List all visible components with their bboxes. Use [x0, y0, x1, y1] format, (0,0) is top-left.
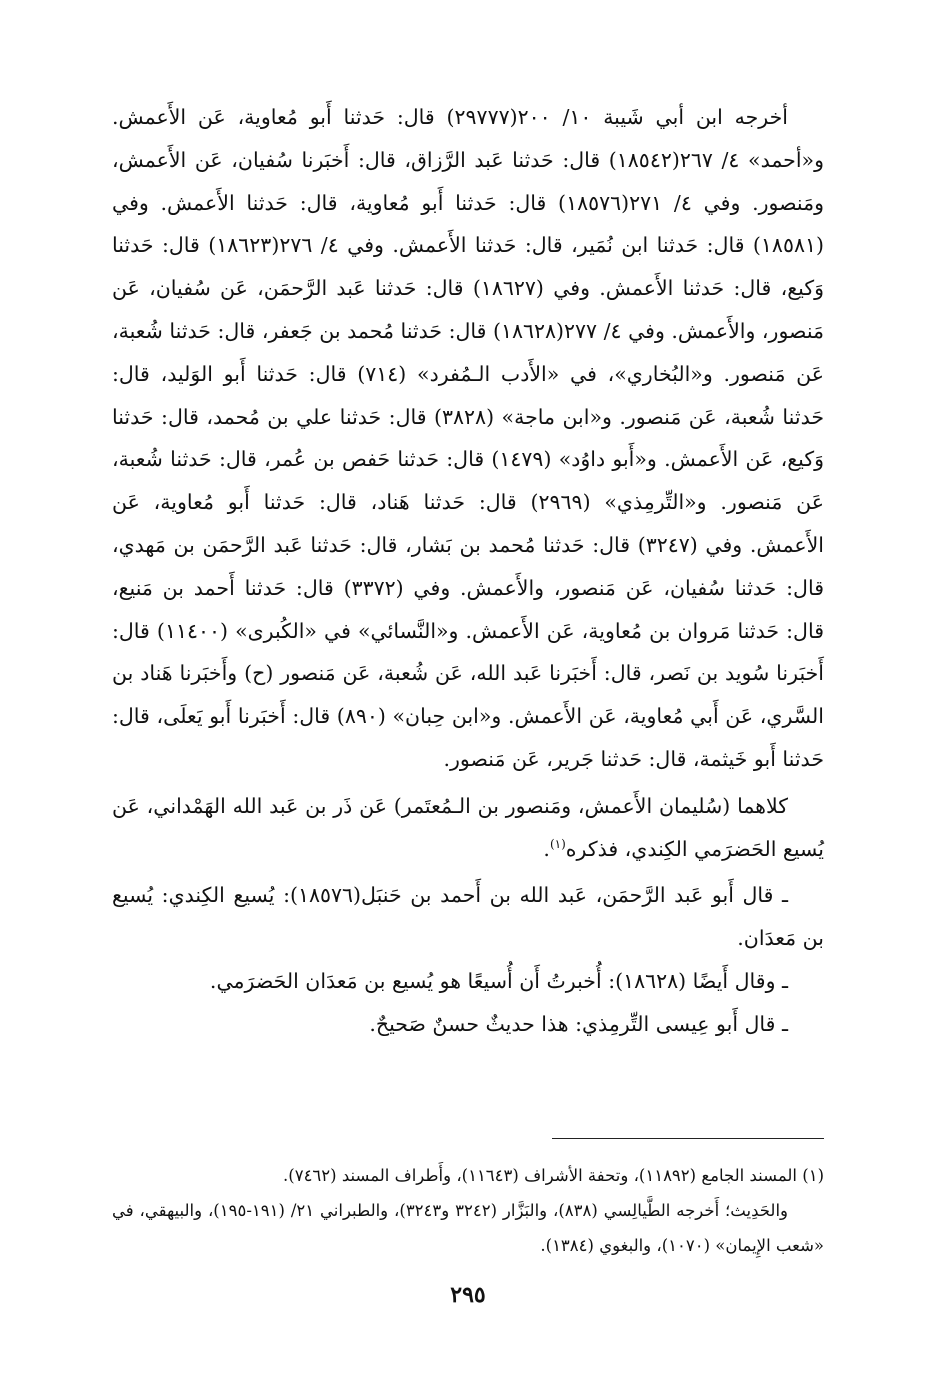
- hadith-sources-paragraph: أخرجه ابن أبي شَيبة ١٠/ ٢٠٠(٢٩٧٧٧) قال: حَدثنا أَبو مُعاوية، عَن الأَعمش. و«أحمد» ٤/ ٢٦٧(١٨٥٤٢) قال: حَدثنا عَبد الرَّزاق، قال: أَخبَرنا سُفيان، عَن الأَعمش، ومَنصور. وفي ٤/ ٢٧١(١٨٥٧٦) قال: حَدثنا أَبو مُعاوية، قال: حَدثنا الأَعمش. وفي (١٨٥٨١) قال: حَدثنا ابن نُمَير، قال: حَدثنا الأَعمش. وفي ٤/ ٢٧٦(١٨٦٢٣) قال: حَدثنا وَكيع، قال: حَدثنا الأَعمش. وفي (١٨٦٢٧) قال: حَدثنا عَبد الرَّحمَن، عَن سُفيان، عَن مَنصور، والأَعمش. وفي ٤/ ٢٧٧(١٨٦٢٨) قال: حَدثنا مُحمد بن جَعفر، قال: حَدثنا شُعبة، عَن مَنصور. و«البُخاري»، في «الأَدب الـمُفرد» (٧١٤) قال: حَدثنا أَبو الوَليد، قال: حَدثنا شُعبة، عَن مَنصور. و«ابن ماجة» (٣٨٢٨) قال: حَدثنا علي بن مُحمد، قال: حَدثنا وَكيع، عَن الأَعمش. و«أَبو داوُد» (١٤٧٩) قال: حَدثنا حَفص بن عُمر، قال: حَدثنا شُعبة، عَن مَنصور. و«التِّرمِذي» (٢٩٦٩) قال: حَدثنا هَناد، قال: حَدثنا أَبو مُعاوية، عَن الأَعمش. وفي (٣٢٤٧) قال: حَدثنا مُحمد بن بَشار، قال: حَدثنا عَبد الرَّحمَن بن مَهدي، قال: حَدثنا سُفيان، عَن مَنصور، والأَعمش. وفي (٣٣٧٢) قال: حَدثنا أَحمد بن مَنيع، قال: حَدثنا مَروان بن مُعاوية، عَن الأَعمش. و«النَّسائي» في «الكُبرى» (١١٤٠٠) قال: أَخبَرنا سُويد بن نَصر، قال: أَخبَرنا عَبد الله، عَن شُعبة، عَن مَنصور (ح) وأَخبَرنا هَناد بن السَّري، عَن أَبي مُعاوية، عَن الأَعمش. و«ابن حِبان» (٨٩٠) قال: أَخبَرنا أَبو يَعلَى، قال: حَدثنا أَبو خَيثمة، قال: حَدثنا جَرير، عَن مَنصور.: [112, 105, 825, 771]
- footnote-1: (١) المسند الجامع (١١٨٩٢)، وتحفة الأشراف (١١٦٤٣)، وأَطراف المسند (٧٤٦٢).: [283, 1166, 824, 1185]
- tirmidhi-verdict: ـ قال أَبو عِيسى التِّرمِذي: هذا حديثٌ حسنٌ صَحيحٌ.: [369, 1011, 788, 1036]
- chain-summary-text: كلاهما (سُليمان الأَعمش، ومَنصور بن الـمُعتَمر) عَن ذَر بن عَبد الله الهَمْداني، عَن يُسيع الحَضرَمي الكِندي، فذكره: [112, 793, 824, 861]
- chain-summary-paragraph: [112, 785, 824, 871]
- footnote-marker[interactable]: (١): [549, 836, 566, 851]
- second-comment: ـ وقال أَيضًا (١٨٦٢٨): أُخبرتُ أَن أُسيعًا هو يُسيع بن مَعدَان الحَضرَمي.: [209, 968, 788, 993]
- main-text: [112, 96, 824, 1046]
- footnote-divider: [552, 1138, 824, 1139]
- footnote-1-continued: والحَدِيث؛ أَخرجه الطَّيالِسي (٨٣٨)، والبَزَّار (٣٢٤٢ و٣٢٤٣)، والطبراني ٢١/ (١٩١-١٩٥)، والبيهقي، في «شعب الإِيمان» (١٠٧٠)، والبغوي (١٣٨٤).: [112, 1201, 824, 1255]
- footnotes-section: [112, 1158, 824, 1263]
- page-number: ٢٩٥: [450, 1282, 486, 1308]
- ahmad-son-comment: ـ قال أَبو عَبد الرَّحمَن، عَبد الله بن أَحمد بن حَنبَل(١٨٥٧٦): يُسيع الكِندي: يُسيع بن مَعدَان.: [112, 883, 824, 951]
- chain-summary-end: .: [543, 836, 550, 861]
